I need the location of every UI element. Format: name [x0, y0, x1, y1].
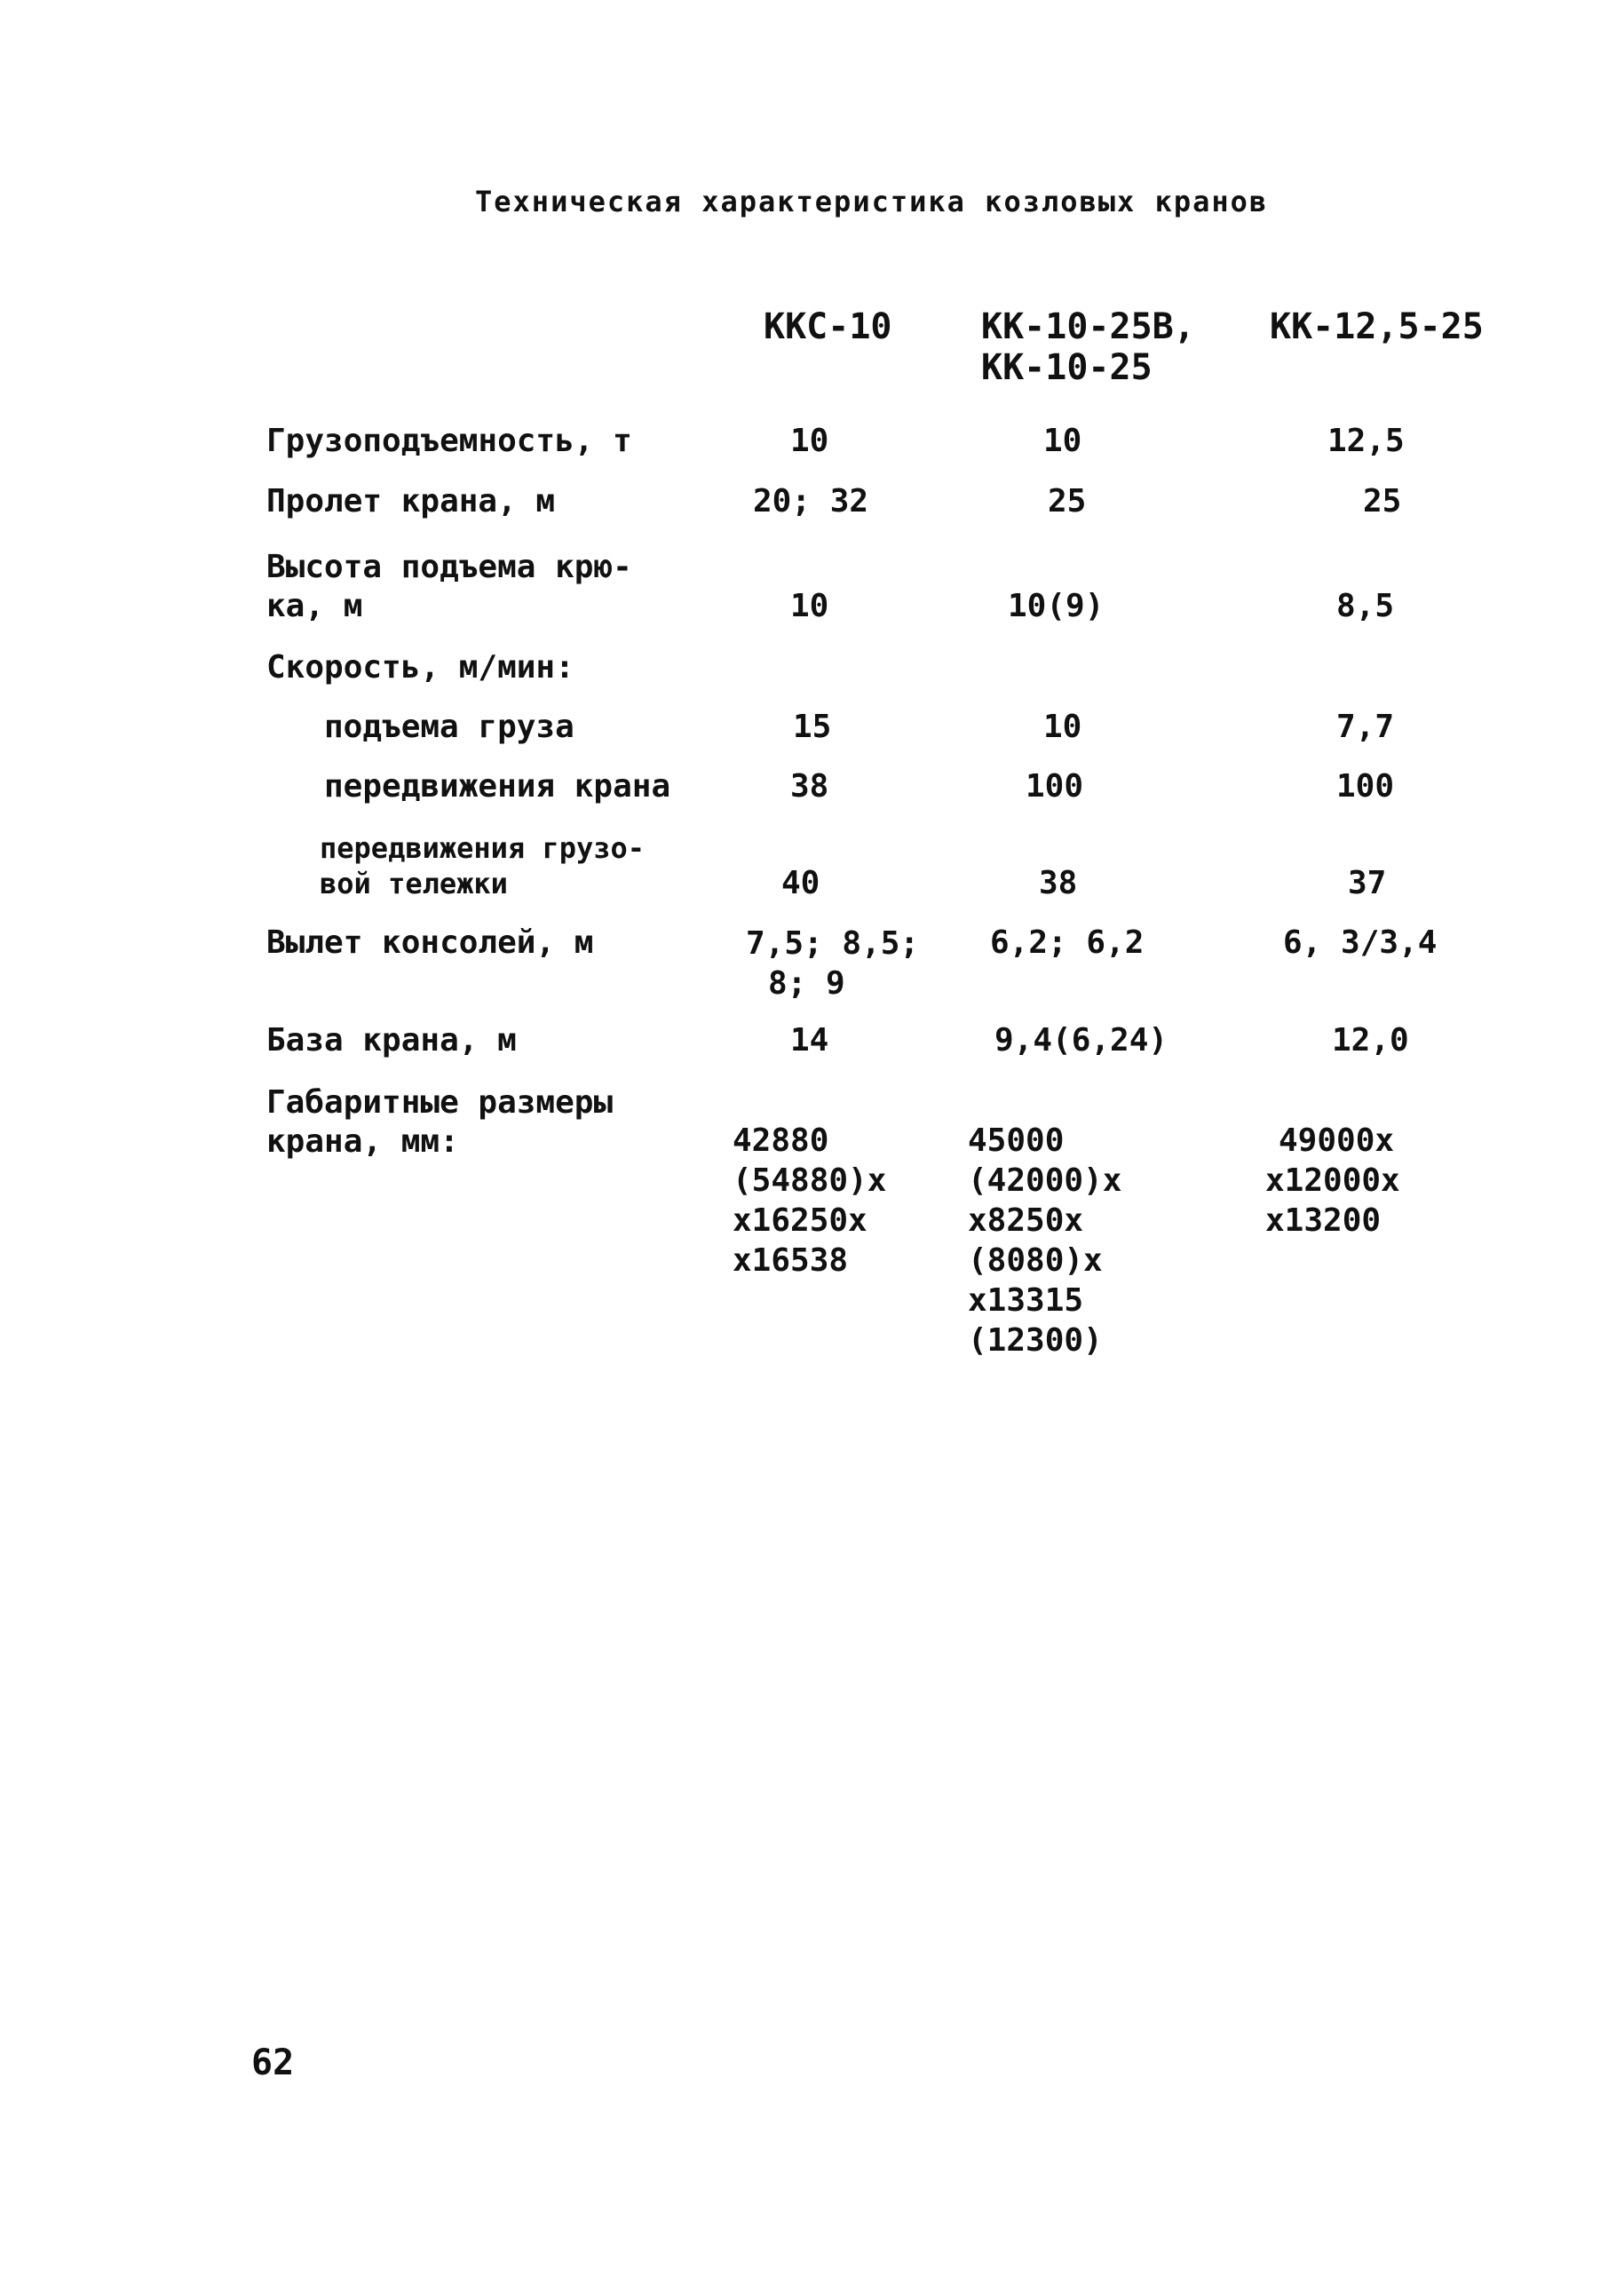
row-label-lift-height: [266, 548, 632, 626]
row-label-trolley-travel-speed: [320, 830, 645, 901]
value-cell: 8,5: [1336, 588, 1395, 624]
value-cell: 15: [793, 709, 832, 745]
value-cell: 38: [790, 768, 829, 805]
row-label-cantilever-reach: [266, 924, 593, 963]
column-header-kks10: [764, 306, 892, 347]
value-cell: 6, 3/3,4: [1283, 924, 1438, 961]
label-line: подъема груза: [324, 709, 574, 745]
value-cell: 37: [1348, 865, 1387, 901]
label-line: передвижения грузо-: [320, 831, 646, 865]
label-line: База крана, м: [266, 1022, 517, 1059]
label-line: Высота подъема крю-: [266, 549, 632, 585]
row-label-span: [266, 482, 555, 521]
value-line: х12000х: [1265, 1162, 1400, 1199]
value-cell: 10: [790, 588, 829, 624]
row-label-load-lift-speed: [324, 708, 574, 747]
value-line: х16250х: [733, 1202, 867, 1239]
value-cell: 12,0: [1332, 1022, 1409, 1059]
value-cell: 25: [1363, 483, 1402, 519]
value-cell: [733, 1121, 886, 1281]
value-cell: 100: [1026, 768, 1084, 805]
value-line: х8250х: [968, 1202, 1084, 1239]
column-header-line: КК-10-25В,: [981, 306, 1195, 347]
column-header-line: КК-12,5-25: [1270, 306, 1484, 347]
label-line: Пролет крана, м: [266, 483, 556, 519]
value-cell: 25: [1048, 483, 1087, 519]
value-cell: 10: [1043, 423, 1082, 459]
value-line: (12300): [968, 1322, 1103, 1359]
value-line: х16538: [733, 1242, 849, 1279]
value-line: 42880: [733, 1122, 829, 1159]
value-cell: 10: [790, 423, 829, 459]
table-title: Техническая характеристика козловых кранов: [475, 185, 1269, 218]
row-label-capacity: [266, 422, 632, 461]
value-cell: 38: [1039, 865, 1078, 901]
column-header-line: КК-10-25: [981, 347, 1153, 388]
value-cell: [746, 924, 919, 1003]
value-cell: [968, 1121, 1121, 1360]
value-cell: 7,7: [1336, 709, 1395, 745]
value-line: 49000х: [1279, 1122, 1395, 1159]
label-line: передвижения крана: [324, 768, 671, 805]
value-cell: 100: [1336, 768, 1395, 805]
value-line: 45000: [968, 1122, 1065, 1159]
row-label-crane-travel-speed: [324, 767, 670, 806]
value-cell: 10(9): [1008, 588, 1105, 624]
row-label-crane-base: [266, 1021, 517, 1060]
label-line: вой тележки: [320, 867, 508, 900]
label-line: крана, мм:: [266, 1123, 459, 1160]
label-line: ка, м: [266, 588, 363, 624]
column-header-kk12-5-25: [1270, 306, 1484, 347]
value-cell: 10: [1043, 709, 1082, 745]
label-line: Скорость, м/мин:: [266, 649, 574, 686]
value-cell: 40: [781, 865, 820, 901]
value-line: (42000)х: [968, 1162, 1122, 1199]
label-line: Габаритные размеры: [266, 1084, 614, 1121]
page-number: 62: [251, 2042, 295, 2083]
value-line: 7,5; 8,5;: [746, 925, 920, 962]
label-line: Грузоподъемность, т: [266, 423, 632, 459]
value-cell: 6,2; 6,2: [990, 924, 1145, 961]
value-cell: 12,5: [1327, 423, 1405, 459]
value-cell: 14: [790, 1022, 829, 1059]
row-label-dimensions: [266, 1083, 613, 1162]
value-line: (8080)х: [968, 1242, 1103, 1279]
row-label-speed: [266, 648, 574, 687]
column-header-line: ККС-10: [764, 306, 892, 347]
value-cell: 20; 32: [753, 483, 869, 519]
column-header-kk10-25: [981, 306, 1195, 388]
value-line: х13315: [968, 1282, 1084, 1319]
value-line: 8; 9: [768, 965, 845, 1002]
label-line: Вылет консолей, м: [266, 924, 594, 961]
value-cell: [1265, 1121, 1400, 1241]
value-line: х13200: [1265, 1202, 1382, 1239]
value-cell: 9,4(6,24): [994, 1022, 1168, 1059]
value-line: (54880)х: [733, 1162, 887, 1199]
